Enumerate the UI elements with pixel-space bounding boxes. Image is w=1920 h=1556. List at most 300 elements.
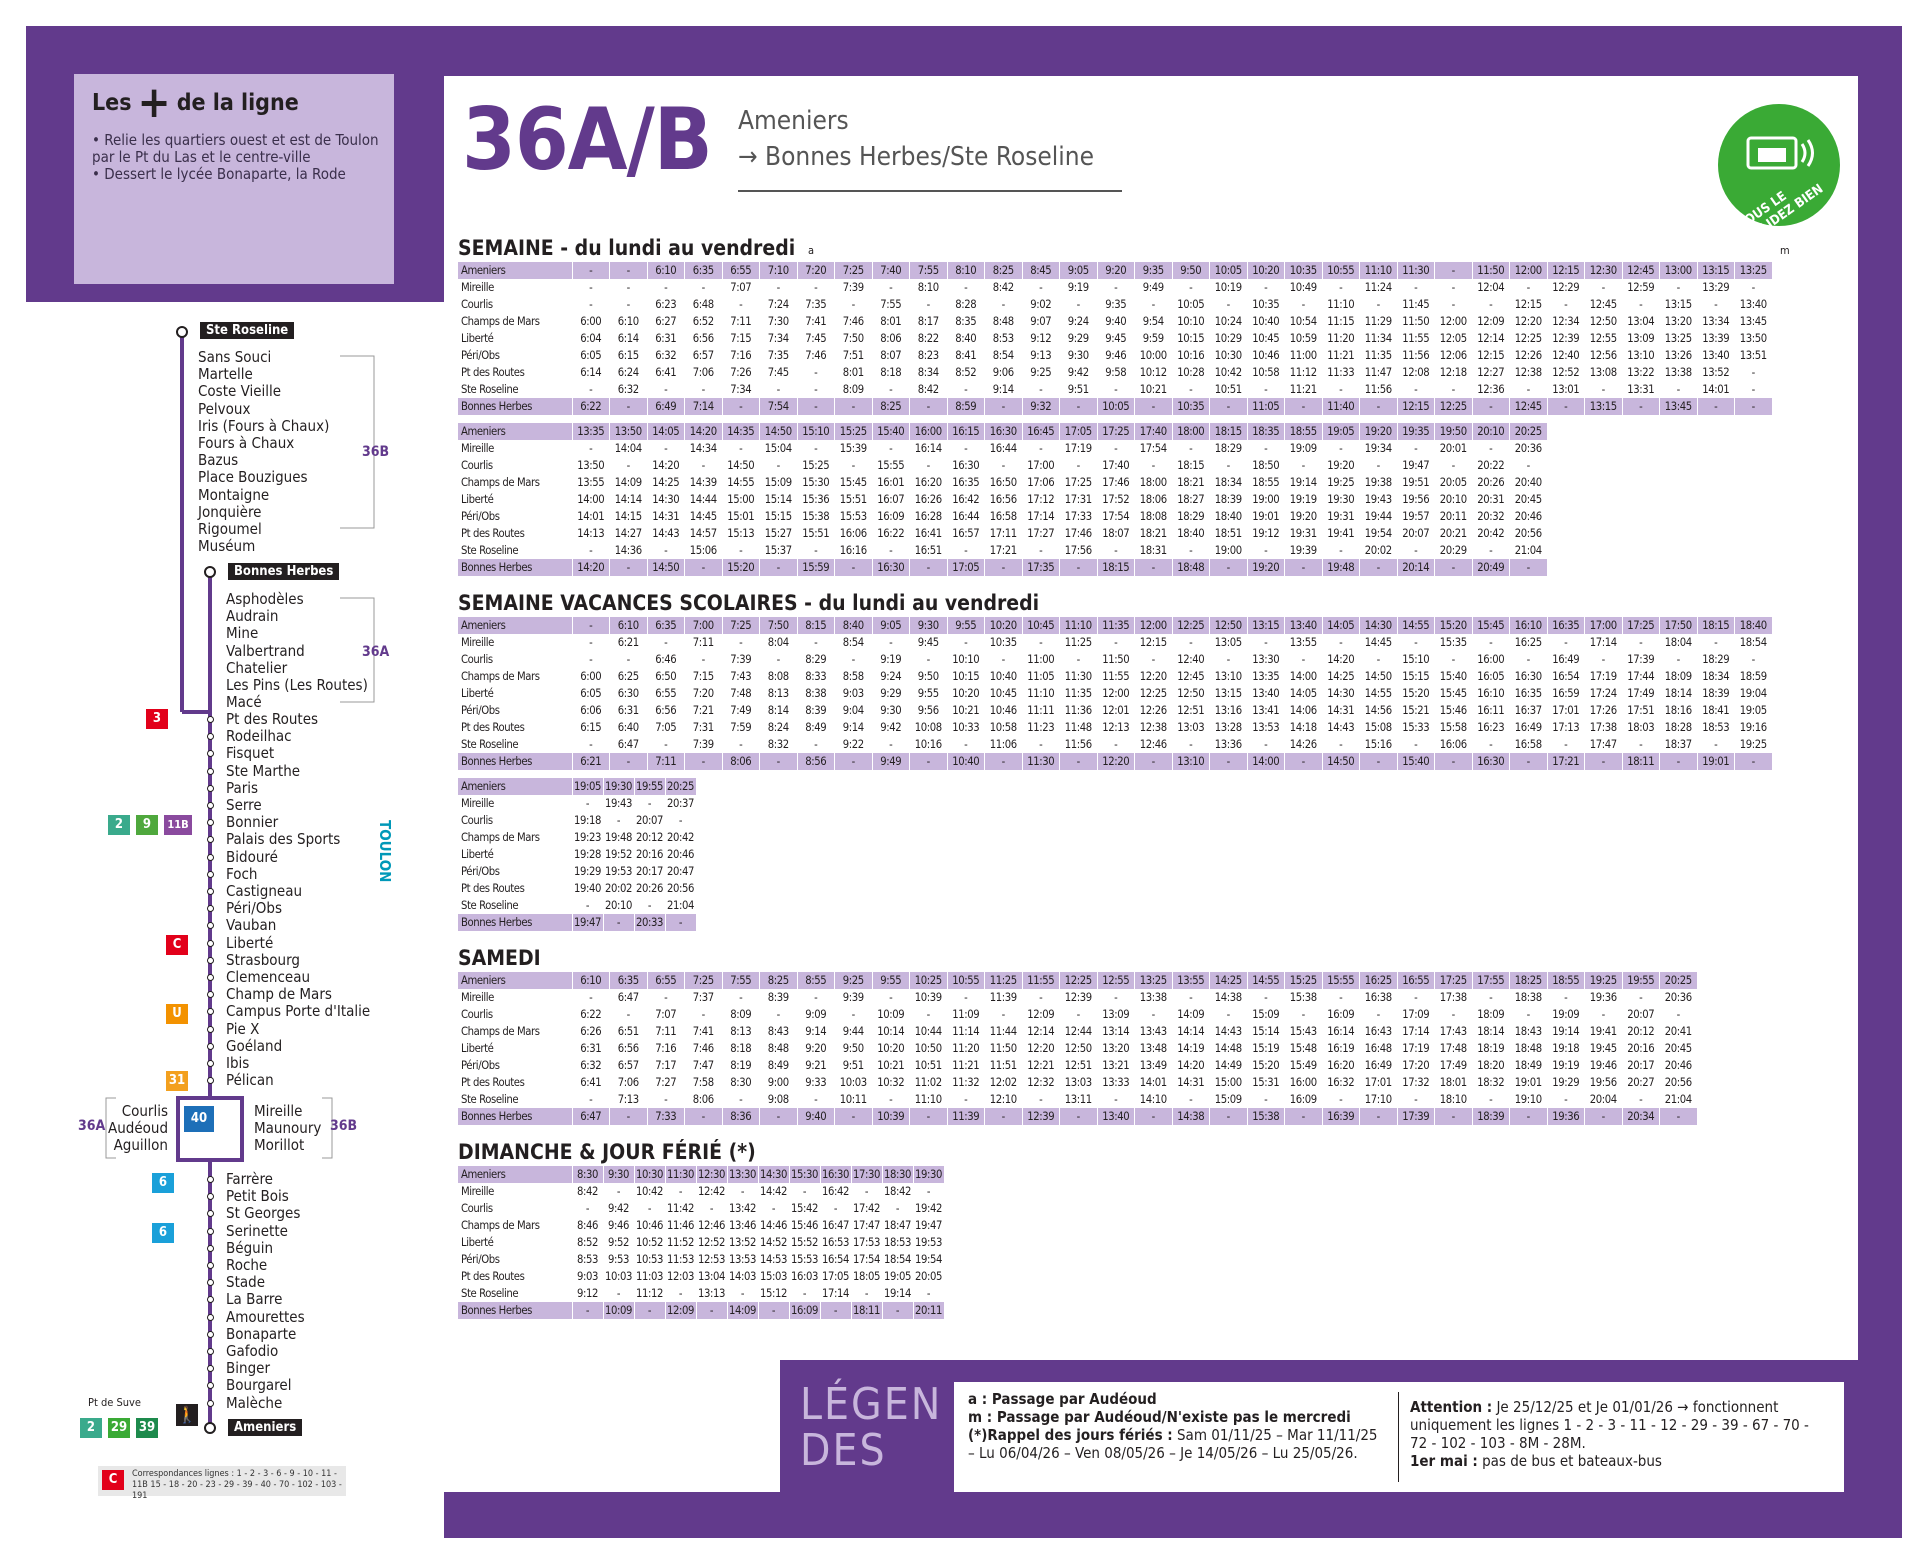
time-cell: 20:27 (1622, 1074, 1660, 1091)
time-cell: 6:04 (572, 330, 610, 347)
timetable-row (458, 1183, 944, 1200)
legend-title (800, 1379, 943, 1476)
stop-name-cell: Ameniers (458, 262, 572, 279)
time-cell: - (835, 398, 873, 415)
time-cell: 17:27 (1022, 525, 1060, 542)
time-cell: 16:58 (985, 508, 1023, 525)
time-cell: 8:52 (572, 1234, 603, 1251)
time-cell: 15:25 (797, 457, 835, 474)
time-cell: 14:01 (572, 508, 610, 525)
time-cell: 19:53 (914, 1236, 942, 1249)
map-stop: Rodeilhac (226, 727, 292, 746)
time-cell: - (1322, 542, 1360, 559)
time-cell: - (789, 1285, 820, 1302)
time-cell: 17:51 (1622, 702, 1660, 719)
time-cell: 18:29 (1210, 440, 1248, 457)
time-cell: - (913, 1183, 944, 1200)
time-cell: 13:40 (1285, 617, 1323, 634)
time-cell: 15:40 (1397, 753, 1435, 770)
highlight-item: • Dessert le lycée Bonaparte, la Rode (92, 165, 346, 183)
note-m-marker: m (1780, 244, 1790, 257)
timetable-row (458, 634, 1772, 651)
map-stop: Paris (226, 778, 259, 797)
timetable-row (458, 1200, 944, 1217)
time-cell: 19:09 (1547, 1006, 1585, 1023)
time-cell: - (1435, 381, 1473, 398)
time-cell: 19:40 (573, 882, 601, 895)
legend-note-a: a : Passage par Audéoud (968, 1390, 1157, 1408)
time-cell: 13:13 (697, 1287, 725, 1300)
time-cell: 16:44 (947, 508, 985, 525)
time-cell: 8:38 (797, 685, 835, 702)
time-cell: 19:30 (914, 1168, 942, 1181)
timetable-row (458, 381, 1772, 398)
time-cell: 12:01 (1097, 702, 1135, 719)
time-cell: 6:47 (610, 736, 648, 753)
time-cell: - (1097, 542, 1135, 559)
time-cell: 9:50 (910, 668, 948, 685)
time-cell: 17:25 (1097, 423, 1135, 440)
stop-name-cell: Courlis (458, 457, 572, 474)
time-cell: 14:57 (685, 525, 723, 542)
time-cell: 17:56 (1060, 542, 1098, 559)
timetable-row (458, 423, 1547, 440)
time-cell: 9:22 (835, 736, 873, 753)
time-cell: 14:05 (647, 423, 685, 440)
time-cell: 15:10 (1397, 651, 1435, 668)
time-cell: 17:46 (1060, 525, 1098, 542)
time-cell: - (1285, 753, 1323, 770)
time-cell: 8:01 (872, 313, 910, 330)
time-cell: 12:00 (1097, 685, 1135, 702)
time-cell: 13:31 (1622, 381, 1660, 398)
time-cell: 10:54 (1285, 313, 1323, 330)
time-cell: - (1135, 1108, 1173, 1125)
time-cell: 12:42 (697, 1185, 725, 1198)
time-cell: 7:06 (610, 1074, 648, 1091)
time-cell: - (835, 457, 873, 474)
time-cell: 6:15 (610, 347, 648, 364)
time-cell: 10:40 (985, 668, 1023, 685)
time-cell: 14:52 (759, 1236, 787, 1249)
stop-name-cell: Ameniers (458, 423, 572, 440)
time-cell: 18:37 (1660, 736, 1698, 753)
time-cell: 11:52 (666, 1236, 694, 1249)
time-cell: - (647, 736, 685, 753)
time-cell: 19:35 (1397, 423, 1435, 440)
time-cell: - (1585, 651, 1623, 668)
time-cell: 17:25 (1060, 474, 1098, 491)
time-cell: 16:49 (1510, 719, 1548, 736)
time-cell: 15:15 (760, 508, 798, 525)
time-cell: 17:47 (1585, 736, 1623, 753)
time-cell: 16:42 (947, 491, 985, 508)
time-cell: - (1097, 736, 1135, 753)
time-cell: 14:09 (728, 1304, 756, 1317)
time-cell: - (985, 296, 1023, 313)
time-cell: 18:48 (1172, 559, 1210, 576)
time-cell: 16:07 (872, 491, 910, 508)
time-cell: 7:50 (760, 617, 798, 634)
time-cell: 19:52 (604, 848, 632, 861)
time-cell: 12:15 (1510, 296, 1548, 313)
time-cell: 10:51 (910, 1057, 948, 1074)
map-stop: Valbertrand (226, 641, 305, 660)
time-cell: - (910, 753, 948, 770)
time-cell: 10:55 (947, 972, 985, 989)
time-cell: 13:38 (1135, 989, 1173, 1006)
time-cell: 20:05 (1435, 474, 1473, 491)
time-cell: 9:58 (1097, 364, 1135, 381)
time-cell: 12:25 (1435, 398, 1473, 415)
map-stop: Montaigne (198, 485, 270, 504)
time-cell: 19:36 (1547, 1108, 1585, 1125)
time-cell: 7:55 (872, 296, 910, 313)
stop-name-cell: Ste Roseline (458, 542, 572, 559)
time-cell: 8:45 (1022, 262, 1060, 279)
time-cell: 10:11 (835, 1091, 873, 1108)
time-cell: - (1022, 1091, 1060, 1108)
time-cell: 17:54 (1097, 508, 1135, 525)
time-cell: 18:08 (1135, 508, 1173, 525)
time-cell: 9:40 (1097, 313, 1135, 330)
time-cell: - (685, 279, 723, 296)
time-cell: 14:55 (722, 474, 760, 491)
time-cell: 9:55 (872, 972, 910, 989)
time-cell: 10:29 (1210, 330, 1248, 347)
time-cell: - (1360, 651, 1398, 668)
legend-may-text: pas de bus et bateaux-bus (1477, 1452, 1662, 1470)
time-cell: - (1135, 651, 1173, 668)
time-cell: - (1622, 1091, 1660, 1108)
stop-name-cell: Péri/Obs (458, 1057, 572, 1074)
time-cell: - (872, 634, 910, 651)
time-cell: - (1060, 296, 1098, 313)
time-cell: 12:52 (1547, 364, 1585, 381)
time-cell: - (797, 279, 835, 296)
line-c-badge: C (166, 935, 188, 955)
timetable-row (458, 347, 1772, 364)
time-cell: - (985, 651, 1023, 668)
time-cell: 20:34 (1622, 1108, 1660, 1125)
time-cell: - (1172, 989, 1210, 1006)
time-cell: - (910, 398, 948, 415)
stop-name-cell: Mireille (458, 1183, 572, 1200)
time-cell: 13:22 (1622, 364, 1660, 381)
time-cell: 18:48 (1510, 1040, 1548, 1057)
time-cell: 10:21 (872, 1057, 910, 1074)
stop-dot (207, 785, 214, 792)
time-cell: 10:05 (1210, 262, 1248, 279)
time-cell: 9:04 (835, 702, 873, 719)
time-cell: - (1060, 457, 1098, 474)
time-cell: 15:06 (685, 542, 723, 559)
time-cell: 8:07 (872, 347, 910, 364)
map-stop: Bonaparte (226, 1324, 297, 1343)
time-cell: - (1660, 279, 1698, 296)
time-cell: 10:35 (985, 634, 1023, 651)
time-cell: - (572, 989, 610, 1006)
time-cell: 10:10 (1172, 313, 1210, 330)
time-cell: 12:09 (1472, 313, 1510, 330)
timetable-row (458, 1023, 1697, 1040)
timetable-row (458, 1057, 1697, 1074)
time-cell: 10:09 (604, 1304, 632, 1317)
map-stop: Champ de Mars (226, 985, 332, 1004)
time-cell: - (610, 457, 648, 474)
map-stop: Mireille (254, 1102, 303, 1120)
time-cell: 20:11 (914, 1304, 942, 1317)
time-cell: 14:50 (647, 559, 685, 576)
time-cell: 18:49 (1510, 1057, 1548, 1074)
map-stop: Fisquet (226, 744, 275, 763)
time-cell: - (1660, 381, 1698, 398)
time-cell: - (1472, 989, 1510, 1006)
time-cell: - (797, 634, 835, 651)
time-cell: 16:48 (1360, 1040, 1398, 1057)
time-cell: 7:25 (685, 972, 723, 989)
timetable-row (458, 1006, 1697, 1023)
stop-name-cell: Mireille (458, 989, 572, 1006)
time-cell: 7:24 (760, 296, 798, 313)
time-cell: 17:21 (985, 542, 1023, 559)
time-cell: 8:49 (797, 719, 835, 736)
time-cell: 18:38 (1510, 989, 1548, 1006)
time-cell: 16:14 (910, 440, 948, 457)
time-cell: 20:56 (1660, 1074, 1698, 1091)
time-cell: 15:25 (835, 423, 873, 440)
time-cell: 14:25 (1210, 972, 1248, 989)
time-cell: 18:29 (1697, 651, 1735, 668)
time-cell: 18:05 (852, 1270, 880, 1283)
time-cell: 18:43 (1510, 1023, 1548, 1040)
time-cell: 14:50 (1322, 753, 1360, 770)
time-cell: - (647, 440, 685, 457)
time-cell: - (1585, 279, 1623, 296)
stop-dot (207, 802, 214, 809)
time-cell: 20:10 (1472, 423, 1510, 440)
time-cell: 18:14 (1472, 1023, 1510, 1040)
time-cell: - (1397, 1091, 1435, 1108)
time-cell: - (1360, 753, 1398, 770)
time-cell: 10:45 (1022, 617, 1060, 634)
time-cell: 12:27 (1472, 364, 1510, 381)
time-cell: - (1660, 753, 1698, 770)
time-cell: 14:38 (1210, 989, 1248, 1006)
time-cell: 19:53 (604, 865, 632, 878)
time-cell: 18:47 (883, 1219, 911, 1232)
time-cell: 14:30 (759, 1168, 787, 1181)
stop-dot (207, 1331, 214, 1338)
time-cell: 12:45 (1172, 668, 1210, 685)
time-cell: 14:26 (1285, 736, 1323, 753)
time-cell: 16:59 (1547, 685, 1585, 702)
time-cell: 14:34 (685, 440, 723, 457)
time-cell: - (603, 914, 634, 931)
time-cell: 7:21 (685, 702, 723, 719)
time-cell: 13:15 (1660, 296, 1698, 313)
time-cell: 13:40 (1735, 296, 1773, 313)
time-cell: 16:28 (910, 508, 948, 525)
time-cell: 15:52 (790, 1236, 818, 1249)
time-cell: 18:10 (1435, 1091, 1473, 1108)
timetable-row (458, 736, 1772, 753)
stop-name-cell: Péri/Obs (458, 702, 572, 719)
time-cell: 18:55 (1285, 423, 1323, 440)
time-cell: 17:06 (1022, 474, 1060, 491)
time-cell: 19:47 (914, 1219, 942, 1232)
time-cell: - (1510, 381, 1548, 398)
time-cell: 6:32 (610, 381, 648, 398)
legend-feries (968, 1426, 1388, 1462)
time-cell: 18:55 (1547, 972, 1585, 989)
time-cell: 14:46 (759, 1219, 787, 1232)
time-cell: 20:12 (635, 831, 663, 844)
time-cell: 20:17 (635, 865, 663, 878)
time-cell: - (1322, 279, 1360, 296)
time-cell: 13:26 (1660, 347, 1698, 364)
time-cell: - (1247, 1091, 1285, 1108)
time-cell: 7:45 (760, 364, 798, 381)
time-cell: - (634, 897, 665, 914)
time-cell: 17:42 (852, 1202, 880, 1215)
time-cell: 8:42 (572, 1183, 603, 1200)
time-cell: 7:48 (722, 685, 760, 702)
time-cell: 6:32 (647, 347, 685, 364)
time-cell: 7:43 (722, 668, 760, 685)
time-cell: - (1322, 736, 1360, 753)
timetable-row (458, 668, 1772, 685)
time-cell: - (760, 1108, 798, 1125)
time-cell: 10:45 (985, 685, 1023, 702)
time-cell: 11:06 (985, 736, 1023, 753)
map-stop: Mine (226, 624, 259, 643)
time-cell: - (647, 542, 685, 559)
time-cell: 17:39 (1397, 1108, 1435, 1125)
time-cell: 15:53 (790, 1253, 818, 1266)
time-cell: 12:14 (1022, 1023, 1060, 1040)
time-cell: 20:10 (1435, 491, 1473, 508)
time-cell: 11:30 (1397, 262, 1435, 279)
time-cell: 20:12 (1622, 1023, 1660, 1040)
legend-attention-text: Je 25/12/25 et Je 01/01/26 → fonctionnent uniquement les lignes 1 - 2 - 3 - 11 - 12 - 29 - 39 - 67 - 70 - 72 - 102 - 103 - 8M - 28M. (1410, 1398, 1809, 1452)
time-cell: 15:51 (797, 525, 835, 542)
time-cell: 12:29 (1547, 279, 1585, 296)
time-cell: 6:25 (610, 668, 648, 685)
time-cell: 13:25 (1135, 972, 1173, 989)
time-cell: 6:35 (647, 617, 685, 634)
time-cell: 12:39 (1547, 330, 1585, 347)
time-cell: 7:39 (722, 651, 760, 668)
time-cell: - (1735, 753, 1773, 770)
time-cell: 14:06 (1285, 702, 1323, 719)
time-cell: - (572, 296, 610, 313)
map-stop: Sans Souci (198, 348, 272, 366)
time-cell: - (910, 1006, 948, 1023)
time-cell: 11:24 (1360, 279, 1398, 296)
time-cell: 13:03 (1172, 719, 1210, 736)
timetable-row (458, 474, 1547, 491)
time-cell: 11:50 (1397, 313, 1435, 330)
time-cell: 6:47 (572, 1108, 610, 1125)
stop-name-cell: Pt des Routes (458, 719, 572, 736)
time-cell: - (722, 440, 760, 457)
time-cell: - (1435, 1108, 1473, 1125)
time-cell: 10:15 (947, 668, 985, 685)
time-cell: - (872, 381, 910, 398)
time-cell: 14:39 (685, 474, 723, 491)
time-cell: 11:56 (1397, 347, 1435, 364)
time-cell: 11:53 (666, 1253, 694, 1266)
time-cell: 14:10 (1135, 1091, 1173, 1108)
time-cell: 19:20 (1322, 457, 1360, 474)
time-cell: - (1397, 381, 1435, 398)
map-stop: Pt des Routes (226, 710, 319, 728)
time-cell: - (1135, 398, 1173, 415)
destination: → Bonnes Herbes/Ste Roseline (738, 142, 1095, 172)
time-cell: 11:56 (1060, 736, 1098, 753)
time-cell: 14:35 (722, 423, 760, 440)
time-cell: 9:33 (797, 1074, 835, 1091)
time-cell: 14:04 (610, 440, 648, 457)
stop-name-cell: Bonnes Herbes (458, 398, 572, 415)
map-stop: Pélican (226, 1071, 274, 1090)
time-cell: 11:10 (910, 1091, 948, 1108)
time-cell: 19:41 (1585, 1023, 1623, 1040)
time-cell: 13:16 (1210, 702, 1248, 719)
map-stop: Vauban (226, 916, 277, 935)
time-cell: 16:50 (985, 474, 1023, 491)
time-cell: 7:40 (872, 262, 910, 279)
stop-name-cell: Bonnes Herbes (458, 753, 572, 770)
time-cell: 10:19 (1210, 279, 1248, 296)
time-cell: 11:20 (1322, 330, 1360, 347)
time-cell: - (665, 1285, 696, 1302)
time-cell: - (610, 296, 648, 313)
time-cell: 7:35 (797, 296, 835, 313)
time-cell: 14:27 (610, 525, 648, 542)
time-cell: - (947, 381, 985, 398)
time-cell: - (1622, 398, 1660, 415)
time-cell: - (1697, 634, 1735, 651)
time-cell: - (1022, 440, 1060, 457)
time-cell: 18:04 (1660, 634, 1698, 651)
time-cell: 19:56 (1397, 491, 1435, 508)
time-cell: 16:56 (985, 491, 1023, 508)
time-cell: 7:55 (910, 262, 948, 279)
time-cell: 15:55 (1322, 972, 1360, 989)
time-cell: 8:06 (722, 753, 760, 770)
time-cell: 9:30 (872, 702, 910, 719)
time-cell: 17:38 (1585, 719, 1623, 736)
time-cell: - (1360, 559, 1398, 576)
time-cell: 12:50 (1585, 313, 1623, 330)
map-stop: Bourgarel (226, 1376, 292, 1395)
timetable-row (458, 313, 1772, 330)
time-cell: 12:15 (1547, 262, 1585, 279)
time-cell: 19:01 (1510, 1074, 1548, 1091)
time-cell: 17:05 (1060, 423, 1098, 440)
time-cell: - (685, 1108, 723, 1125)
time-cell: 9:55 (947, 617, 985, 634)
time-cell: 16:30 (1472, 753, 1510, 770)
stop-name-cell: Champs de Mars (458, 313, 572, 330)
time-cell: 17:35 (1022, 559, 1060, 576)
time-cell: 7:51 (835, 347, 873, 364)
time-cell: 7:35 (760, 347, 798, 364)
time-cell: 11:00 (1285, 347, 1323, 364)
time-cell: 20:26 (635, 882, 663, 895)
